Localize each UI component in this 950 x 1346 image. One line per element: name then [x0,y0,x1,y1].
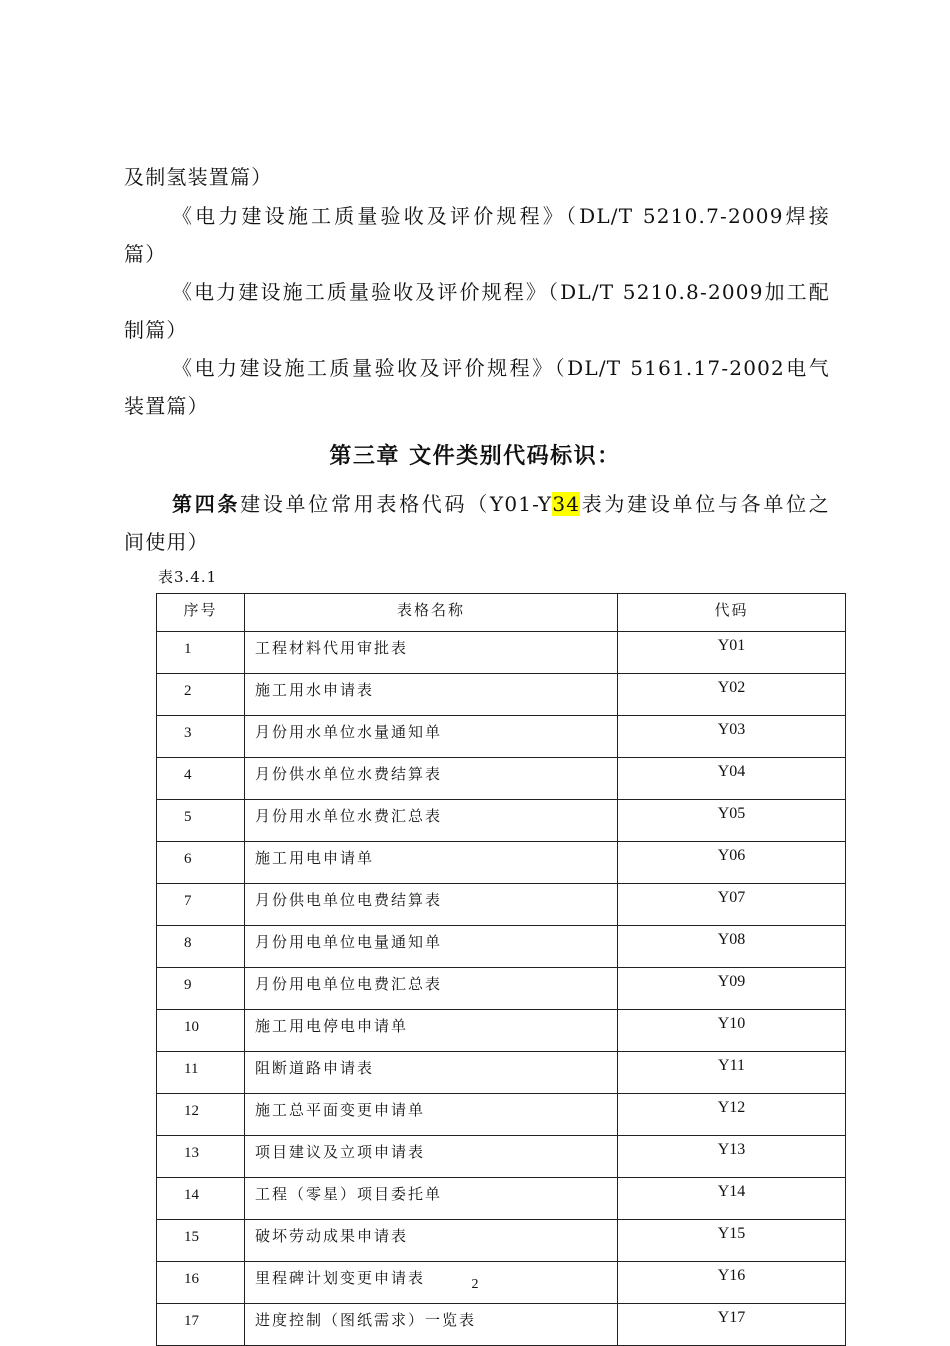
row-number-cell: 2 [157,674,245,716]
code-table [156,593,846,1346]
row-number-cell: 15 [157,1220,245,1262]
code-cell: Y07 [618,884,846,926]
code-cell: Y10 [618,1010,846,1052]
paragraph-line: 《电力建设施工质量验收及评价规程》（DL/T 5161.17-2002电气 [172,356,830,380]
paragraph-line: 篇） [124,242,167,266]
form-name-cell: 破坏劳动成果申请表 [245,1220,618,1262]
form-name-cell: 月份用水单位水量通知单 [245,716,618,758]
row-number-cell: 16 [157,1262,245,1304]
code-cell: Y03 [618,716,846,758]
article-text: 建设单位常用表格代码（Y01-Y [240,492,553,516]
row-number-cell: 12 [157,1094,245,1136]
header-cell: 代码 [618,594,846,632]
row-number-cell: 8 [157,926,245,968]
form-name-cell: 施工用电停电申请单 [245,1010,618,1052]
highlighted-text: 34 [552,492,581,516]
code-cell: Y15 [618,1220,846,1262]
form-name-cell: 阻断道路申请表 [245,1052,618,1094]
article-label: 第四条 [172,492,241,516]
code-cell: Y09 [618,968,846,1010]
table-row [157,632,846,674]
paragraph-line: 装置篇） [124,394,209,418]
form-name-cell: 施工用水申请表 [245,674,618,716]
table-row [157,1178,846,1220]
form-name-cell: 月份用水单位水费汇总表 [245,800,618,842]
table-row [157,1220,846,1262]
code-cell: Y14 [618,1178,846,1220]
code-cell: Y08 [618,926,846,968]
row-number-cell: 3 [157,716,245,758]
form-name-cell: 施工用电申请单 [245,842,618,884]
row-number-cell: 14 [157,1178,245,1220]
table-row [157,1052,846,1094]
header-cell: 序号 [157,594,245,632]
article-text: 表为建设单位与各单位之 [580,492,830,516]
table-row [157,1010,846,1052]
paragraph-line: 《电力建设施工质量验收及评价规程》（DL/T 5210.8-2009加工配 [172,280,830,304]
table-row [157,800,846,842]
table-row [157,842,846,884]
paragraph-line: 《电力建设施工质量验收及评价规程》（DL/T 5210.7-2009焊接 [172,204,830,228]
page-number: 2 [471,1277,479,1292]
form-name-cell: 月份供水单位水费结算表 [245,758,618,800]
row-number-cell: 11 [157,1052,245,1094]
row-number-cell: 10 [157,1010,245,1052]
row-number-cell: 4 [157,758,245,800]
article-line: 间使用） [124,530,209,554]
code-cell: Y11 [618,1052,846,1094]
form-name-cell: 工程材料代用审批表 [245,632,618,674]
row-number-cell: 6 [157,842,245,884]
table-row [157,716,846,758]
form-name-cell: 施工总平面变更申请单 [245,1094,618,1136]
table-caption: 表3.4.1 [158,568,218,586]
code-cell: Y01 [618,632,846,674]
code-cell: Y04 [618,758,846,800]
row-number-cell: 7 [157,884,245,926]
code-cell: Y05 [618,800,846,842]
row-number-cell: 1 [157,632,245,674]
article-line [172,485,830,523]
row-number-cell: 9 [157,968,245,1010]
table-row [157,884,846,926]
table-row [157,1304,846,1346]
form-name-cell: 里程碑计划变更申请表 [245,1262,618,1304]
row-number-cell: 17 [157,1304,245,1346]
form-name-cell: 月份供电单位电费结算表 [245,884,618,926]
table-row [157,1136,846,1178]
table-row [157,758,846,800]
header-cell: 表格名称 [245,594,618,632]
table-row [157,926,846,968]
form-name-cell: 进度控制（图纸需求）一览表 [245,1304,618,1346]
code-cell: Y02 [618,674,846,716]
table-row [157,968,846,1010]
table-header-row [157,594,846,632]
form-name-cell: 月份用电单位电费汇总表 [245,968,618,1010]
row-number-cell: 13 [157,1136,245,1178]
chapter-title: 第三章 文件类别代码标识： [329,443,621,469]
code-cell: Y13 [618,1136,846,1178]
paragraph-line: 及制氢装置篇） [124,165,273,189]
code-cell: Y17 [618,1304,846,1346]
form-name-cell: 工程（零星）项目委托单 [245,1178,618,1220]
paragraph-line: 制篇） [124,318,188,342]
code-cell: Y16 [618,1262,846,1304]
code-cell: Y12 [618,1094,846,1136]
code-cell: Y06 [618,842,846,884]
table-row [157,674,846,716]
table-row [157,1094,846,1136]
form-name-cell: 月份用电单位电量通知单 [245,926,618,968]
form-name-cell: 项目建议及立项申请表 [245,1136,618,1178]
row-number-cell: 5 [157,800,245,842]
